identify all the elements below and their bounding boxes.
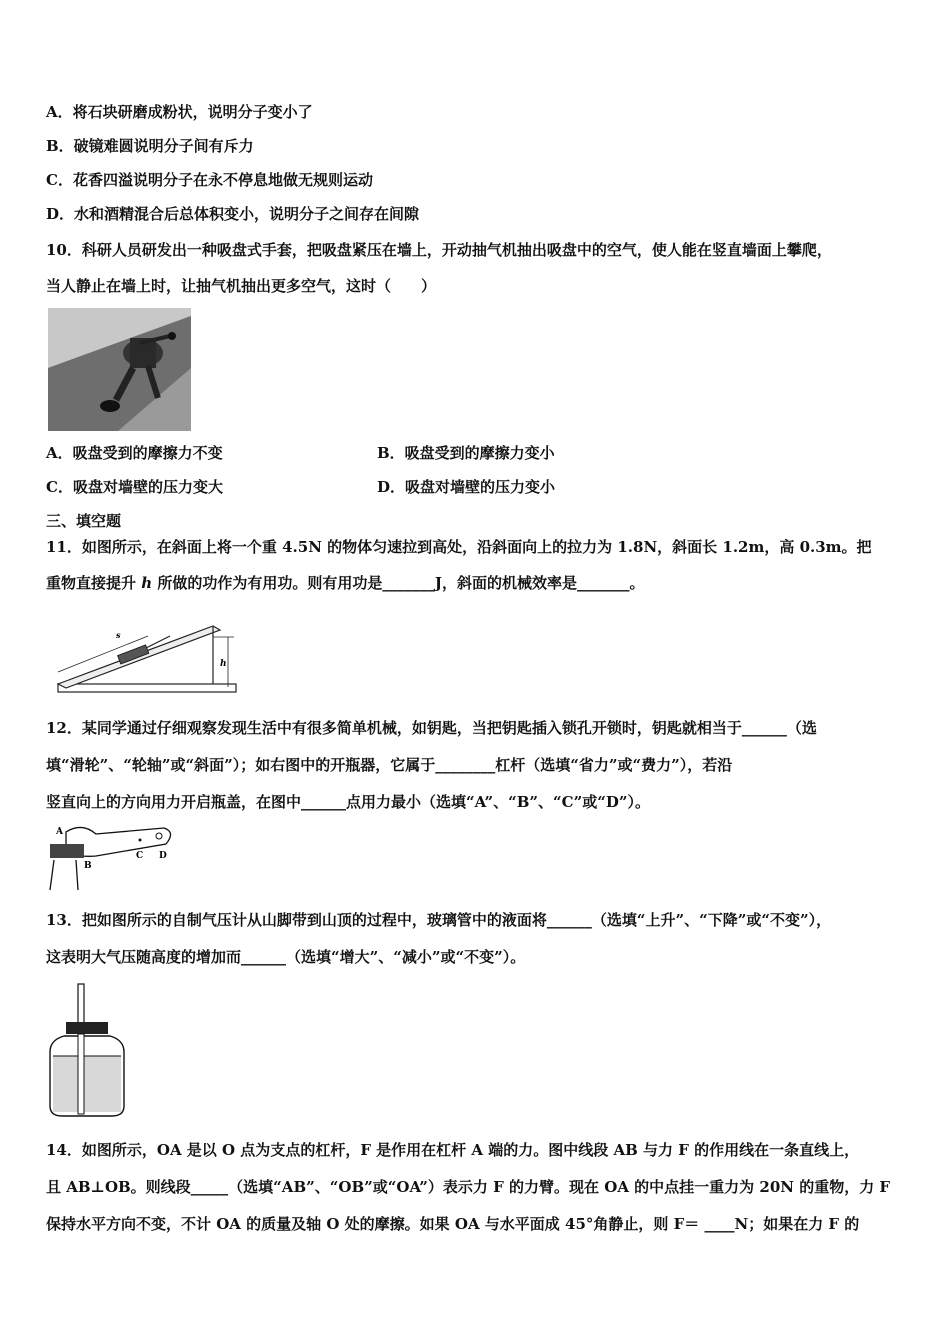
q10-stem-line1: 10．科研人员研发出一种吸盘式手套，把吸盘紧压在墙上，开动抽气机抽出吸盘中的空气，使人能在竖直墙面上攀爬， — [46, 241, 832, 259]
q12-label-a: A — [56, 827, 63, 837]
q12-stem-line1: 12．某同学通过仔细观察发现生活中有很多简单机械，如钥匙，当把钥匙插入锁孔开锁时，钥匙就相当于______（选 — [46, 719, 817, 737]
section-title: 三、填空题 — [46, 512, 122, 530]
q11-label-h: h — [220, 659, 227, 669]
q10-option-b: B．吸盘受到的摩擦力变小 — [377, 444, 555, 462]
q11-incline-diagram — [48, 612, 238, 698]
q9-option-c: C．花香四溢说明分子在永不停息地做无规则运动 — [46, 171, 373, 189]
q11-label-s: s — [116, 630, 121, 640]
q13-stem-line2: 这表明大气压随高度的增加而______（选填“增大”、“减小”或“不变”）。 — [46, 948, 526, 966]
q10-stem-line2: 当人静止在墙上时，让抽气机抽出更多空气，这时（ ） — [46, 277, 437, 295]
q12-stem-line3: 竖直向上的方向用力开启瓶盖，在图中______点用力最小（选填“A”、“B”、“C”或“D”）。 — [46, 793, 651, 811]
q10-climber-photo — [48, 308, 191, 431]
q11-stem-line1: 11．如图所示，在斜面上将一个重 4.5N 的物体匀速拉到高处，沿斜面向上的拉力为 1.8N，斜面长 1.2m，高 0.3m。把 — [46, 538, 872, 556]
q12-label-d: D — [159, 851, 167, 861]
q9-option-b: B．破镜难圆说明分子间有斥力 — [46, 137, 254, 155]
q11-stem-line2: 重物直接提升 h 所做的功作为有用功。则有用功是_______J，斜面的机械效率是_______。 — [46, 574, 645, 592]
q10-option-a: A．吸盘受到的摩擦力不变 — [46, 444, 223, 462]
q14-stem-line1: 14．如图所示，OA 是以 O 点为支点的杠杆，F 是作用在杠杆 A 端的力。图中线段 AB 与力 F 的作用线在一条直线上， — [46, 1141, 860, 1159]
q14-stem-line2: 且 AB⊥OB。则线段_____（选填“AB”、“OB”或“OA”）表示力 F 的力臂。现在 OA 的中点挂一重力为 20N 的重物，力 F — [46, 1178, 891, 1196]
q12-label-b: B — [84, 861, 92, 871]
q10-option-c: C．吸盘对墙壁的压力变大 — [46, 478, 223, 496]
q9-option-a: A．将石块研磨成粉状，说明分子变小了 — [46, 103, 313, 121]
q9-option-d: D．水和酒精混合后总体积变小，说明分子之间存在间隙 — [46, 205, 420, 223]
q14-stem-line3: 保持水平方向不变，不计 OA 的质量及轴 O 处的摩擦。如果 OA 与水平面成 45°角静止，则 F＝ ____N；如果在力 F 的 — [46, 1215, 860, 1233]
q13-stem-line1: 13．把如图所示的自制气压计从山脚带到山顶的过程中，玻璃管中的液面将______（选填“上升”、“下降”或“不变”）， — [46, 911, 832, 929]
q13-barometer-diagram — [48, 982, 128, 1118]
q12-bottle-opener-diagram — [44, 820, 179, 892]
q12-label-c: C — [136, 851, 144, 861]
q12-stem-line2: 填“滑轮”、“轮轴”或“斜面”）；如右图中的开瓶器，它属于________杠杆（选填“省力”或“费力”），若沿 — [46, 756, 733, 774]
q10-option-d: D．吸盘对墙壁的压力变小 — [377, 478, 556, 496]
